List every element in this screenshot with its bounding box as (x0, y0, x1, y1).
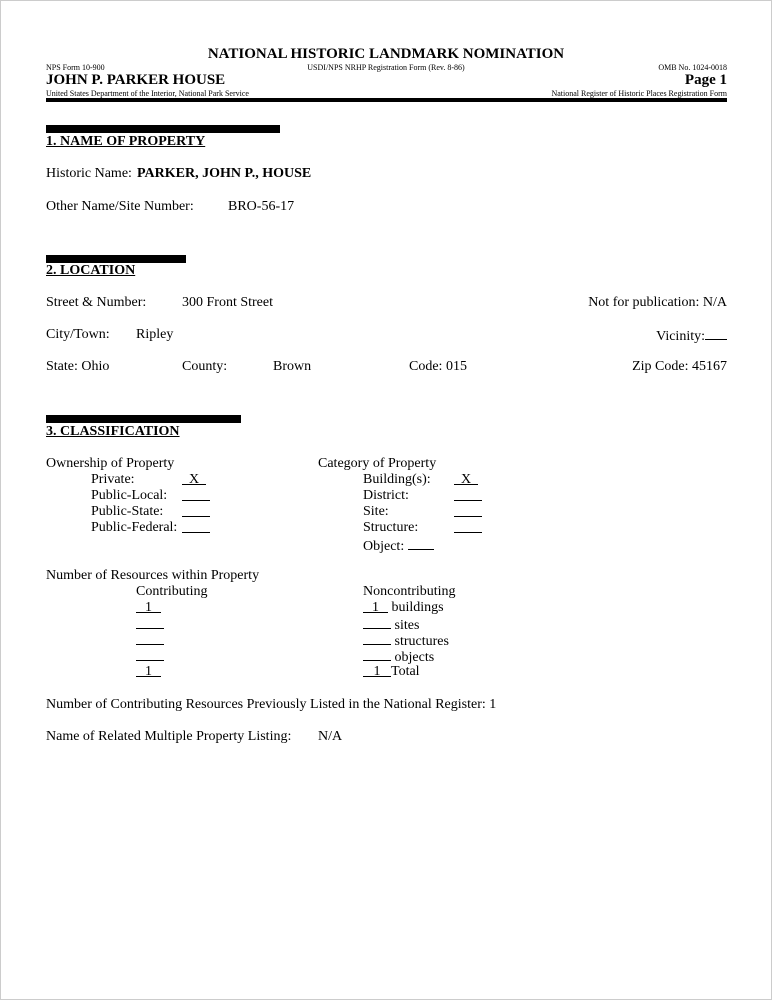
vicinity-label: Vicinity: (656, 329, 705, 344)
code: Code: 015 (409, 359, 467, 374)
own-local-blank (182, 488, 210, 501)
own-federal-label: Public-Federal: (91, 520, 178, 535)
section1-bar (46, 125, 280, 133)
historic-name-label: Historic Name: (46, 166, 132, 181)
cat-structure-label: Structure: (363, 520, 419, 535)
contrib-objects-blank (136, 648, 164, 661)
city-value: Ripley (136, 327, 174, 342)
page-number: Page 1 (684, 72, 727, 88)
state: State: Ohio (46, 359, 110, 374)
not-for-publication: Not for publication: N/A (588, 295, 727, 310)
non-sites-blank (363, 616, 391, 629)
cat-object-blank (408, 537, 434, 550)
zip-code: Zip Code: 45167 (632, 359, 727, 374)
historic-name-value: PARKER, JOHN P., HOUSE (137, 166, 312, 181)
contributing-header: Contributing (136, 584, 208, 599)
header-rule (46, 98, 727, 102)
non-objects-blank (363, 648, 391, 661)
street-label: Street & Number: (46, 295, 147, 310)
cat-object (363, 537, 434, 555)
section3-heading: 3. CLASSIFICATION (46, 424, 180, 439)
ownership-title: Ownership of Property (46, 456, 175, 471)
section1-heading: 1. NAME OF PROPERTY (46, 134, 206, 149)
form-number: NPS Form 10-900 (46, 63, 105, 72)
own-state-blank (182, 504, 210, 517)
mpl-value: N/A (318, 729, 343, 744)
cat-building-mark: X (454, 472, 478, 485)
contrib-total: 1 (136, 664, 161, 677)
street-value: 300 Front Street (182, 295, 273, 310)
contrib-buildings: 1 (136, 600, 161, 613)
previously-listed: Number of Contributing Resources Previously Listed in the National Register: 1 (46, 697, 497, 712)
mpl-label: Name of Related Multiple Property Listing: (46, 729, 292, 744)
noncontributing-header: Noncontributing (363, 584, 456, 599)
city-label: City/Town: (46, 327, 110, 342)
resources-title: Number of Resources within Property (46, 568, 260, 583)
cat-building-label: Building(s): (363, 472, 431, 487)
own-private-label: Private: (91, 472, 135, 487)
section3-bar (46, 415, 241, 423)
department: United States Department of the Interior, National Park Service (46, 89, 249, 98)
omb-number: OMB No. 1024-0018 (658, 63, 727, 72)
cat-structure-blank (454, 520, 482, 533)
cat-district-blank (454, 488, 482, 501)
section2-heading: 2. LOCATION (46, 263, 136, 278)
cat-object-label: Object: (363, 539, 405, 554)
cat-district-label: District: (363, 488, 409, 503)
label-objects: objects (394, 650, 435, 665)
register-form: National Register of Historic Places Registration Form (551, 89, 727, 98)
own-federal-blank (182, 520, 210, 533)
cat-site-label: Site: (363, 504, 389, 519)
section2-bar (46, 255, 186, 263)
non-structures-blank (363, 632, 391, 645)
contrib-structures-blank (136, 632, 164, 645)
cat-site-blank (454, 504, 482, 517)
vicinity (656, 327, 727, 345)
vicinity-blank (705, 327, 727, 340)
contrib-sites-blank (136, 616, 164, 629)
label-structures: structures (394, 634, 449, 649)
county-value: Brown (273, 359, 312, 374)
own-state-label: Public-State: (91, 504, 164, 519)
other-name-label: Other Name/Site Number: (46, 199, 194, 214)
form-title: NATIONAL HISTORIC LANDMARK NOMINATION (207, 46, 565, 62)
category-title: Category of Property (318, 456, 437, 471)
own-local-label: Public-Local: (91, 488, 168, 503)
county-label: County: (182, 359, 228, 374)
property-header: JOHN P. PARKER HOUSE (46, 72, 226, 88)
non-total: 1 (363, 664, 391, 677)
own-private-mark: X (182, 472, 206, 485)
non-buildings: 1 (363, 600, 388, 613)
label-buildings: buildings (391, 600, 444, 615)
form-revision: USDI/NPS NRHP Registration Form (Rev. 8-86) (307, 63, 465, 72)
label-sites: sites (394, 618, 420, 633)
label-total: Total (391, 664, 420, 679)
other-name-value: BRO-56-17 (228, 199, 295, 214)
